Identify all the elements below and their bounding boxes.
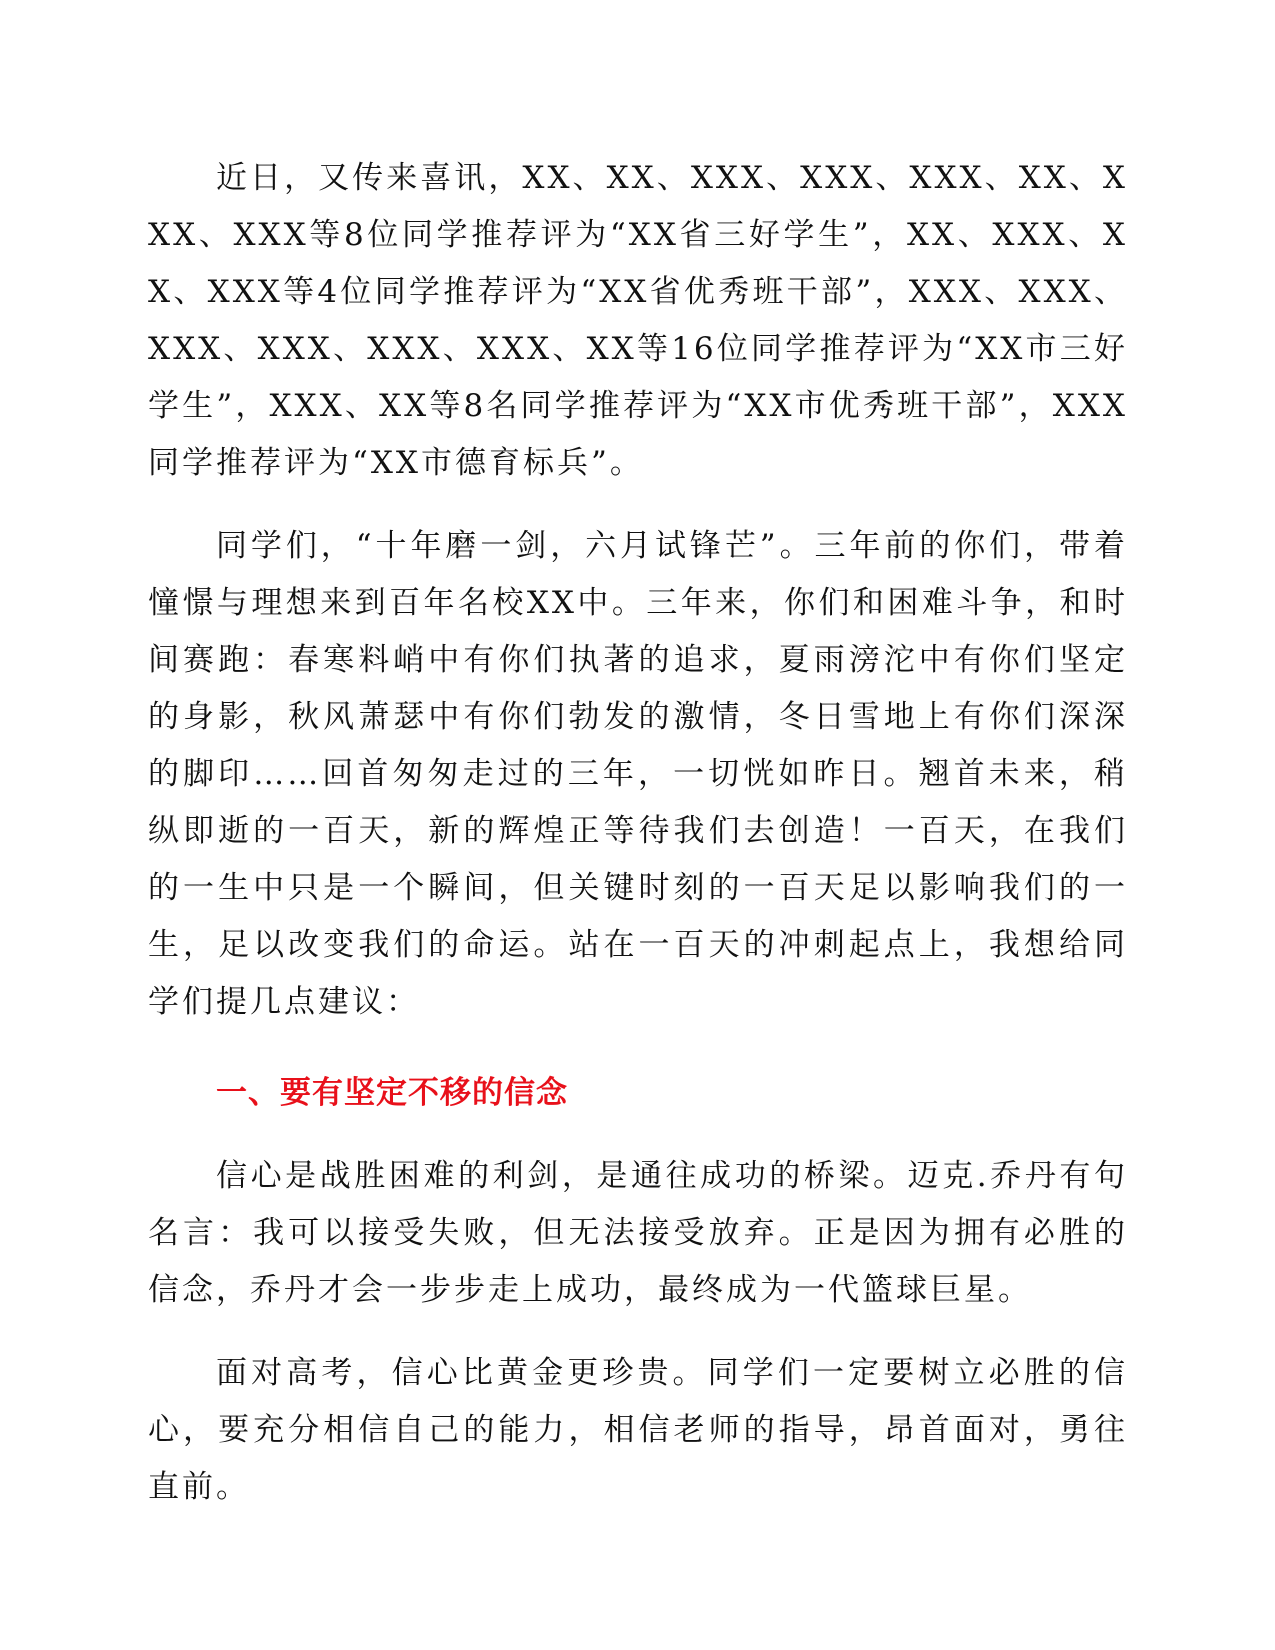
paragraph-gaokao: 面对高考，信心比黄金更珍贵。同学们一定要树立必胜的信心，要充分相信自己的能力，相信老师的指导，昂首面对，勇往直前。 — [148, 1355, 1128, 1505]
paragraph-hundred-days: 同学们，“十年磨一剑，六月试锋芒”。三年前的你们，带着憧憬与理想来到百年名校XX中。三年来，你们和困难斗争，和时间赛跑：春寒料峭中有你们执著的追求，夏雨滂沱中有你们坚定的身影，秋风萧瑟中有你们勃发的激情，冬日雪地上有你们深深的脚印……回首匆匆走过的三年，一切恍如昨日。翘首未来，稍纵即逝的一百天，新的辉煌正等待我们去创造！一百天，在我们的一生中只是一个瞬间，但关键时刻的一百天足以影响我们的一生，足以改变我们的命运。站在一百天的冲刺起点上，我想给同学们提几点建议： — [148, 528, 1128, 1020]
paragraph-honors: 近日，又传来喜讯，XX、XX、XXX、XXX、XXX、XX、XXX、XXX等8位同学推荐评为“XX省三好学生”，XX、XXX、XX、XXX等4位同学推荐评为“XX省优秀班干部”，XXX、XXX、XXX、XXX、XXX、XXX、XX等16位同学推荐评为“XX市三好学生”，XXX、XX等8名同学推荐评为“XX市优秀班干部”，XXX同学推荐评为“XX市德育标兵”。 — [148, 160, 1128, 481]
document-page — [148, 150, 1128, 1516]
section-heading-belief: 一、要有坚定不移的信念 — [216, 1075, 568, 1111]
paragraph-confidence: 信心是战胜困难的利剑，是通往成功的桥梁。迈克.乔丹有句名言：我可以接受失败，但无法接受放弃。正是因为拥有必胜的信念，乔丹才会一步步走上成功，最终成为一代篮球巨星。 — [148, 1158, 1128, 1308]
